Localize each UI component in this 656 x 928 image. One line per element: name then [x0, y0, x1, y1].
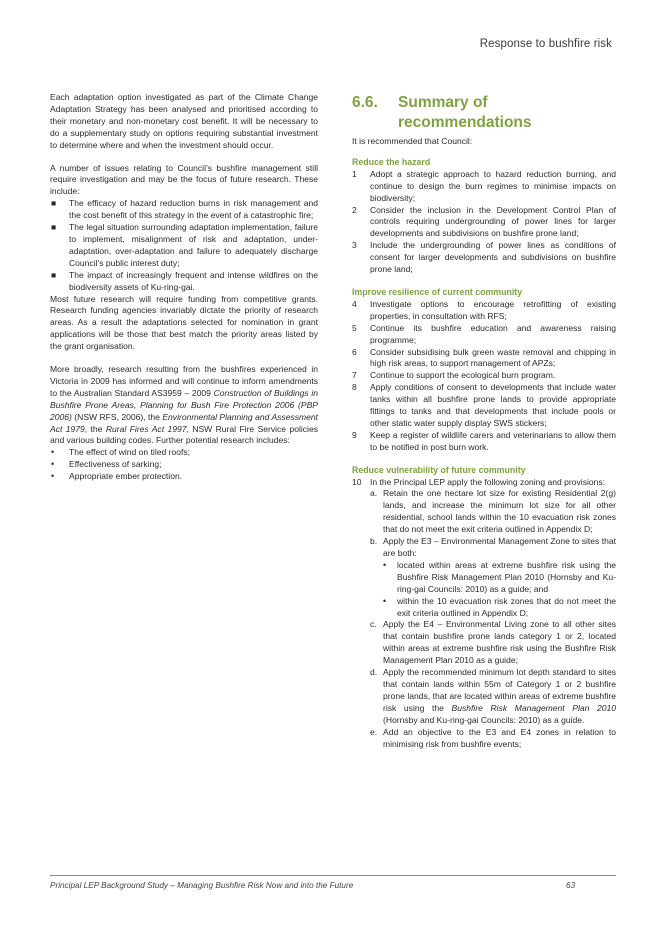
- footer-document-title: Principal LEP Background Study – Managing Bushfire Risk Now and into the Future: [50, 881, 354, 890]
- recommendation-item: 8 Apply conditions of consent to developments that include water tanks within all bushfire prone lands to provide appropriate fittings to tanks and that developments that include pools or other static water supply display SWS stickers;: [352, 382, 616, 428]
- recommendation-item: 3 Include the undergrounding of power lines as conditions of consent for larger developments and subdivisions on bushfire prone land;: [352, 240, 616, 275]
- paragraph-funding: Most future research will require funding from competitive grants. Research funding agencies invariably dictate the priority of research areas. As a result the adaptations selected for nomination in grant applications will be those that best match the priority areas listed by the grant organisation.: [50, 293, 318, 352]
- list-item: ■ The impact of increasingly frequent and intense wildfires on the biodiversity assets of Ku-ring-gai.: [51, 269, 318, 292]
- sub-bullet: • within the 10 evacuation risk zones that do not meet the exit criteria outlined in Appendix D;: [383, 595, 616, 618]
- left-column: [50, 92, 318, 483]
- section-number: 6.6.: [352, 94, 378, 111]
- sub-item-c: c. Apply the E4 – Environmental Living zone to all other sites that contain bushfire prone lands category 1 or 2, located within areas at extreme bushfire risk using the Bushfire Risk Management Plan 2010 as a guide;: [370, 619, 616, 666]
- group-improve-resilience: [352, 287, 616, 454]
- bullet-icon: •: [383, 595, 387, 606]
- paragraph-issues-intro: A number of issues relating to Council’s bushfire management still require investigation and may be the focus of future research. These include:: [50, 162, 318, 197]
- list-item: ■ The legal situation surrounding adaptation implementation, failure to implement, misalignment of risk and adaptation, under-adaptation, over-adaptation and failure to adequately discharge Council’s public interest duty;: [51, 222, 318, 268]
- page-number: 63: [566, 881, 576, 890]
- recommendation-item: 4 Investigate options to encourage retrofitting of existing properties, in consultation with RFS;: [352, 298, 616, 321]
- list-item: • Appropriate ember protection.: [51, 471, 183, 482]
- potential-research-list: [50, 447, 318, 483]
- sub-item-a: a. Retain the one hectare lot size for existing Residential 2(g) lands, and increase the minimum lot size for all other residential, school lands within the 10 evacuation risk zones that do not meet the exit criteria outlined in Appendix D;: [370, 488, 616, 535]
- sub-item-e: e. Add an objective to the E3 and E4 zones in relation to minimising risk from bushfire events;: [370, 726, 616, 749]
- paragraph-adaptation-options: Each adaptation option investigated as part of the Climate Change Adaptation Strategy has been analysed and prioritised according to their monetary and non-monetary cost benefit. It will be necessary to do a supplementary study on options requiring substantial investment to determine where and when the investment should occur.: [50, 92, 318, 150]
- recommendation-item: 5 Continue its bushfire education and awareness raising programme;: [352, 322, 616, 345]
- subheading: Reduce the hazard: [352, 156, 431, 167]
- sub-item-d: d. Apply the recommended minimum lot depth standard to sites that contain lands within 55m of Category 1 or 2 bushfire prone lands, that are located within areas of extreme bushfire risk using the Bushfire Risk Management Plan 2010 (Hornsby and Ku-ring-gai Councils: 2010) as a guide.: [370, 667, 616, 725]
- sub-bullet: • located within areas at extreme bushfire risk using the Bushfire Risk Management Plan 2010 (Hornsby and Ku-ring-gai Councils: 2010) as a guide; and: [383, 559, 616, 594]
- recommendations-intro: It is recommended that Council:: [352, 136, 473, 146]
- list-item: ■ The efficacy of hazard reduction burns in risk management and the cost benefit of this strategy in the event of a catastrophic fire;: [51, 198, 318, 221]
- running-header: Response to bushfire risk: [479, 38, 612, 50]
- list-item: • The effect of wind on tiled roofs;: [51, 447, 190, 458]
- sub-item-b: b. Apply the E3 – Environmental Management Zone to sites that are both:: [370, 536, 616, 558]
- bullet-icon: •: [51, 459, 55, 470]
- footer-divider: [50, 875, 616, 876]
- bullet-icon: •: [51, 471, 55, 482]
- bullet-icon: •: [51, 447, 55, 458]
- bullet-icon: ■: [51, 269, 57, 280]
- bullet-icon: ■: [51, 198, 57, 209]
- paragraph-victoria-research: More broadly, research resulting from the bushfires experienced in Victoria in 2009 has informed and will continue to inform amendments to the Australian Standard AS3959 – 2009 Construction of Buildings in Bushfire Prone Areas, Planning for Bush Fire Protection 2006 (PBP 2006) (NSW RFS, 2006), the Environmental Planning and Assessment Act 1979, the Rural Fires Act 1997, NSW Rural Fire Service policies and various building codes. Further potential research includes:: [50, 364, 318, 446]
- bullet-icon: ■: [51, 222, 57, 233]
- section-title: Summary of recommendations: [398, 94, 532, 131]
- recommendation-item: 2 Consider the inclusion in the Development Control Plan of controls requiring undergrounding of power lines for larger developments and subdivisions on bushfire prone land;: [352, 204, 616, 239]
- recommendation-item: 10 In the Principal LEP apply the following zoning and provisions:: [352, 476, 606, 487]
- recommendation-item: 9 Keep a register of wildlife carers and veterinarians to allow them to be notified in post burn work.: [352, 429, 616, 452]
- group-reduce-vulnerability: [352, 465, 616, 751]
- group-reduce-hazard: [352, 157, 616, 276]
- subheading: Improve resilience of current community: [352, 286, 523, 297]
- recommendation-item: 1 Adopt a strategic approach to hazard reduction burning, and continue to design the burn regimes to minimise impacts on biodiversity;: [352, 168, 616, 203]
- right-column: [352, 92, 616, 761]
- list-item: • Effectiveness of sarking;: [51, 459, 162, 470]
- recommendation-item: 6 Consider subsidising bulk green waste removal and chipping in high risk areas, to support management of APZs;: [352, 346, 616, 369]
- research-issues-list: [50, 198, 318, 293]
- bullet-icon: •: [383, 559, 387, 570]
- section-heading: [352, 93, 616, 133]
- subheading: Reduce vulnerability of future community: [352, 464, 526, 475]
- recommendation-item: 7 Continue to support the ecological burn program.: [352, 370, 556, 381]
